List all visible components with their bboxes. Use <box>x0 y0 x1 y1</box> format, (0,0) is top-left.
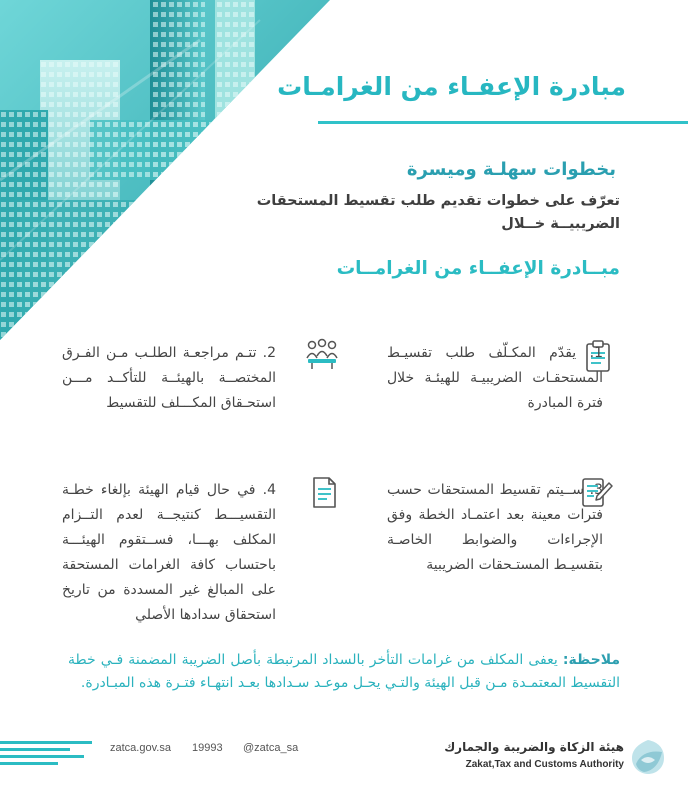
step-1-text: 1. يقدّم المكـلّف طلب تقسيـط المستحقـات الضريبيـة للهيئـة خلال فترة المبادرة <box>387 345 603 411</box>
phone-number: 19993 <box>192 742 223 754</box>
title-underline <box>318 121 688 124</box>
note-paragraph <box>68 649 620 695</box>
org-name-english: Zakat,Tax and Customs Authority <box>465 759 624 770</box>
step-3-text: 3. ســيتم تقسيط المستحقات حسب فترات معينة بعد اعتمـاد الخطة وفق الإجراءات والضوابط الخاصـة بتقسيـط المستـحقات الضريبية <box>387 482 603 573</box>
subheading: بخطوات سهلـة وميسرة <box>406 159 616 180</box>
section-title: مبــادرة الإعفــاء من الغرامــات <box>336 258 620 279</box>
document-list-icon <box>306 474 342 510</box>
organization-logo <box>446 736 666 778</box>
intro-text: تعرّف على خطوات تقديم طلب تقسيط المستحقات الضريبيــة خــلال <box>256 193 620 232</box>
website-link[interactable]: zatca.gov.sa <box>110 742 171 754</box>
zatca-logo-icon <box>630 738 666 776</box>
note-label: ملاحظة: <box>562 652 620 668</box>
team-meeting-icon <box>304 336 340 372</box>
step-2-text: 2. تتـم مراجعـة الطلـب مـن الفـرق المختصــة بالهيئــة للتأكــد مـــن استحـقاق المكـــلف للتقسيط <box>62 345 276 411</box>
page-title: مبادرة الإعفـاء من الغرامـات <box>277 72 626 101</box>
step-4-text: 4. في حال قيام الهيئة بإلغاء خطـة التقسيـــط كنتيجــة لعدم التــزام المكلف بهـــا، فســتقوم الهيئـــة باحتساب كافة الغرامات المستحقة على المبالغ غير المسددة من تاريخ استحقاق سدادها الأصلي <box>62 482 276 623</box>
footer-decorative-lines <box>0 739 96 769</box>
social-handle[interactable]: @zatca_sa <box>243 742 299 754</box>
note-text: يعفى المكلف من غرامات التأخر بالسداد المرتبطة بأصل الضريبة المضمنة فـي خطة التقسيط المعتمـدة مـن قبل الهيئة والتـي يحـل موعـد سـدادها بعـد انتهـاء فتـرة هذه المبـادرة. <box>68 652 620 691</box>
org-name-arabic: هيئة الزكاة والضريبة والجمارك <box>444 740 624 754</box>
